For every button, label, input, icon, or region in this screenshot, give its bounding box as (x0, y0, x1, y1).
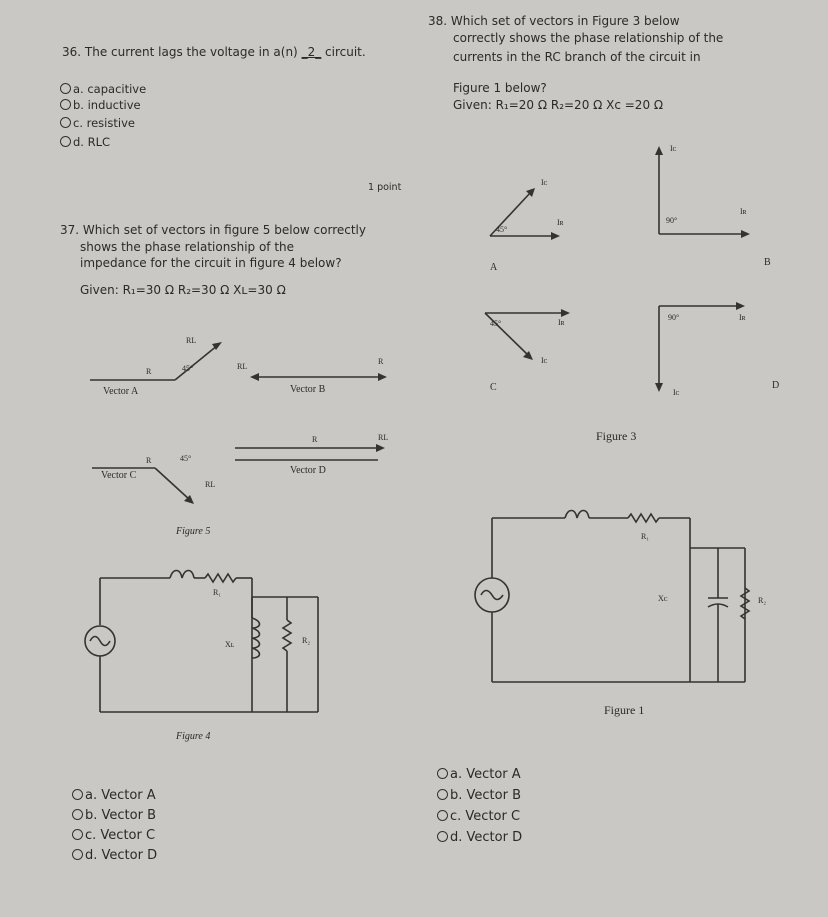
inductor-xl-symbol (252, 618, 260, 658)
fig5-c-rl-label: RL (205, 480, 216, 489)
fig5-d-rl-label: RL (378, 433, 389, 442)
q37-given: Given: R₁=30 Ω R₂=30 Ω Xʟ=30 Ω (80, 283, 286, 297)
inductor-symbol (170, 571, 194, 579)
fig5-vector-c-label: Vector C (101, 470, 137, 481)
vector-a-rl (175, 345, 218, 380)
q37-line-1: 37. Which set of vectors in figure 5 below correctly (60, 223, 366, 237)
q36-option-a[interactable]: a. capacitive (60, 82, 146, 97)
fig3-a-ic-label: Iᴄ (541, 178, 548, 187)
inductor-symbol (565, 511, 589, 519)
fig3-label-b: B (764, 257, 771, 268)
fig1-r2-label: R₂ (758, 596, 767, 605)
q37-option-a[interactable]: a. Vector A (72, 786, 156, 806)
radio-icon[interactable] (72, 789, 83, 800)
fig3-caption: Figure 3 (596, 429, 637, 443)
fig3-d-ic-label: Iᴄ (673, 388, 680, 397)
fig5-c-r-label: R (146, 456, 152, 465)
radio-icon[interactable] (437, 831, 448, 842)
resistor-r1-symbol (205, 574, 236, 582)
q36-question: 36. The current lags the voltage in a(n) _2_ circuit. (62, 45, 366, 59)
fig3-c-ir-label: Iʀ (558, 318, 565, 327)
q38-given: Given: R₁=20 Ω R₂=20 Ω Xᴄ =20 Ω (453, 98, 664, 112)
radio-icon[interactable] (437, 810, 448, 821)
q36-option-b[interactable]: b. inductive (60, 98, 141, 113)
radio-icon[interactable] (437, 768, 448, 779)
fig3-a-angle: 45° (496, 225, 508, 234)
fig4-r2-label: R₂ (302, 636, 311, 645)
fig3-b-ic-label: Iᴄ (670, 144, 677, 153)
arrowhead (655, 146, 663, 155)
arrowhead (378, 373, 387, 381)
fig5-vector-b-label: Vector B (290, 384, 326, 395)
fig5-b-r-label: R (378, 357, 384, 366)
q37-option-d[interactable]: d. Vector D (72, 846, 157, 866)
radio-icon[interactable] (72, 849, 83, 860)
q38-line-2: correctly shows the phase relationship of the (453, 31, 724, 45)
resistor-r2-symbol (283, 620, 291, 651)
q38-line-4: Figure 1 below? (453, 81, 547, 95)
q36-blank: _2_ (301, 45, 322, 59)
fig5-a-rl-label: RL (186, 336, 197, 345)
fig5-c-angle: 45° (180, 454, 192, 463)
arrowhead (551, 232, 560, 240)
fig4-caption: Figure 4 (176, 731, 211, 742)
q37-option-c[interactable]: c. Vector C (72, 826, 155, 846)
fig5-vector-d-label: Vector D (290, 465, 326, 476)
fig3-label-c: C (490, 382, 497, 393)
q38-line-3: currents in the RC branch of the circuit in (453, 50, 701, 64)
q38-option-b[interactable]: b. Vector B (437, 786, 521, 806)
fig3-d-ir-label: Iʀ (739, 313, 746, 322)
resistor-r1-symbol (628, 514, 659, 522)
fig4-r1-label: R₁ (213, 588, 222, 597)
q38-option-d[interactable]: d. Vector D (437, 828, 522, 848)
q36-option-d[interactable]: d. RLC (60, 135, 110, 150)
fig3-c-ic-label: Iᴄ (541, 356, 548, 365)
q37-line-2: shows the phase relationship of the (80, 240, 295, 254)
q37-points: 1 point (368, 182, 402, 193)
arrowhead (655, 383, 663, 392)
q36-option-c[interactable]: c. resistive (60, 116, 135, 131)
fig3-a-ir-label: Iʀ (557, 218, 564, 227)
fig3-b-ir-label: Iʀ (740, 207, 747, 216)
arrowhead (561, 309, 570, 317)
radio-icon[interactable] (72, 809, 83, 820)
fig5-d-r-label: R (312, 435, 318, 444)
fig4-xl-label: Xʟ (225, 640, 235, 649)
q37-line-3: impedance for the circuit in figure 4 below? (80, 256, 342, 270)
fig3-label-d: D (772, 380, 780, 391)
fig1-caption: Figure 1 (604, 703, 645, 717)
vector-c-rl (155, 468, 190, 500)
q38-option-c[interactable]: c. Vector C (437, 807, 520, 827)
fig3-b-angle: 90° (666, 216, 678, 225)
fig5-b-rl-label: RL (237, 362, 248, 371)
fig1-r1-label: R₁ (641, 532, 650, 541)
arrowhead (376, 444, 385, 452)
fig3-d-angle: 90° (668, 313, 680, 322)
q38-line-1: 38. Which set of vectors in Figure 3 below (428, 14, 680, 28)
fig5-vector-a-label: Vector A (103, 386, 139, 397)
arrowhead (736, 302, 745, 310)
q38-option-a[interactable]: a. Vector A (437, 765, 521, 785)
fig1-xc-label: Xᴄ (658, 594, 668, 603)
arrowhead (741, 230, 750, 238)
fig3-label-a: A (490, 262, 498, 273)
radio-icon[interactable] (437, 789, 448, 800)
fig5-a-r-label: R (146, 367, 152, 376)
fig5-a-angle: 45° (182, 364, 194, 373)
arrowhead (250, 373, 259, 381)
q37-option-b[interactable]: b. Vector B (72, 806, 156, 826)
fig3-c-angle: 45° (490, 319, 502, 328)
radio-icon[interactable] (72, 829, 83, 840)
resistor-r2-symbol (741, 588, 749, 619)
fig5-caption: Figure 5 (176, 526, 211, 537)
